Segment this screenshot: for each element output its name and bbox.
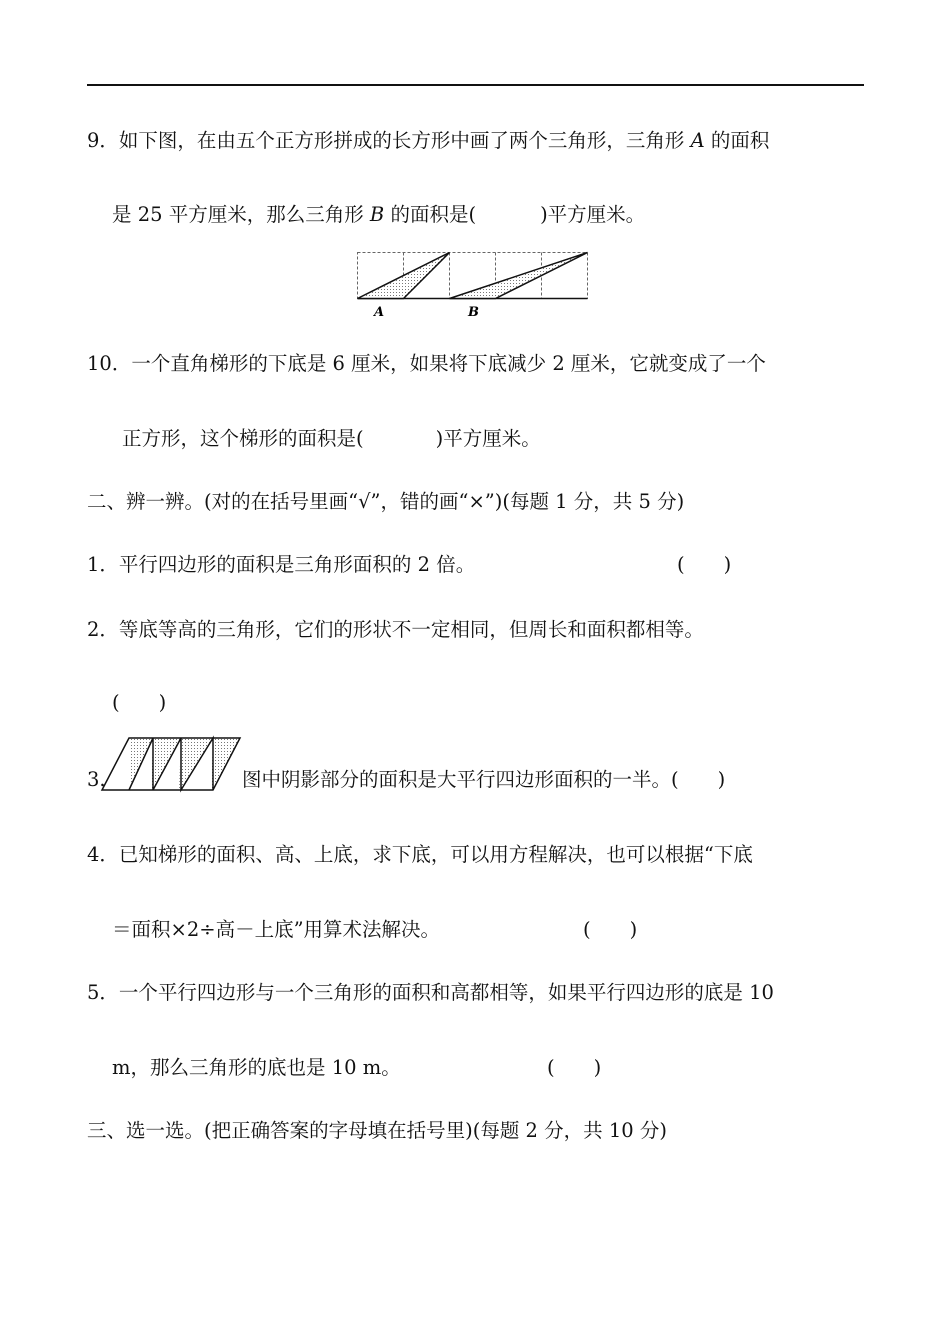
s2-item5-line2: m，那么三角形的底也是 10 m。 — [112, 1056, 401, 1079]
s2-item4: 4．已知梯形的面积、高、上底，求下底，可以用方程解决，也可以根据“下底 — [87, 843, 753, 866]
parallelogram-figure — [100, 735, 246, 793]
q9-text2-end: )平方厘米。 — [540, 203, 646, 226]
q10-line1: 10．一个直角梯形的下底是 6 厘米，如果将下底减少 2 厘米，它就变成了一个 — [87, 352, 766, 375]
q9-triangle-a-ref: A — [690, 129, 705, 152]
s2-item4-answer[interactable]: ( ) — [583, 918, 638, 941]
label-a: A — [374, 305, 385, 320]
s2-item4-line2: ＝面积×2÷高－上底”用算术法解决。 — [112, 918, 441, 941]
q9-text2: 是 25 平方厘米，那么三角形 — [112, 203, 364, 226]
label-b: B — [468, 305, 479, 320]
s2-item5-answer[interactable]: ( ) — [547, 1056, 602, 1079]
q10-line2 — [122, 426, 541, 452]
q10-text2-end: )平方厘米。 — [435, 427, 541, 450]
s2-item3: 图中阴影部分的面积是大平行四边形面积的一半。( ) — [242, 768, 726, 791]
s2-item1: 1．平行四边形的面积是三角形面积的 2 倍。 — [87, 553, 476, 576]
s2-item2: 2．等底等高的三角形，它们的形状不一定相同，但周长和面积都相等。 — [87, 618, 704, 641]
q9-text: 9．如下图，在由五个正方形拼成的长方形中画了两个三角形，三角形 — [87, 129, 685, 152]
top-rule — [87, 84, 864, 86]
q10-text2: 正方形，这个梯形的面积是( — [122, 427, 364, 450]
q9-text2-mid: 的面积是( — [390, 203, 477, 226]
section2-heading: 二、辨一辨。(对的在括号里画“√”，错的画“×”)(每题 1 分，共 5 分) — [87, 490, 685, 513]
section3-heading: 三、选一选。(把正确答案的字母填在括号里)(每题 2 分，共 10 分) — [87, 1119, 667, 1142]
q9-text-end: 的面积 — [710, 129, 770, 152]
q9-line2 — [112, 202, 645, 228]
s2-item5: 5．一个平行四边形与一个三角形的面积和高都相等，如果平行四边形的底是 10 — [87, 981, 774, 1004]
q9-line1 — [87, 128, 769, 154]
s2-item1-answer[interactable]: ( ) — [677, 553, 732, 576]
triangle-b — [450, 253, 588, 299]
s2-item2-answer[interactable]: ( ) — [112, 691, 167, 714]
s2-item3-number: 3. — [87, 768, 106, 791]
q9-figure — [350, 246, 600, 322]
q9-triangle-b-ref: B — [369, 203, 385, 226]
shaded-region — [129, 738, 240, 790]
